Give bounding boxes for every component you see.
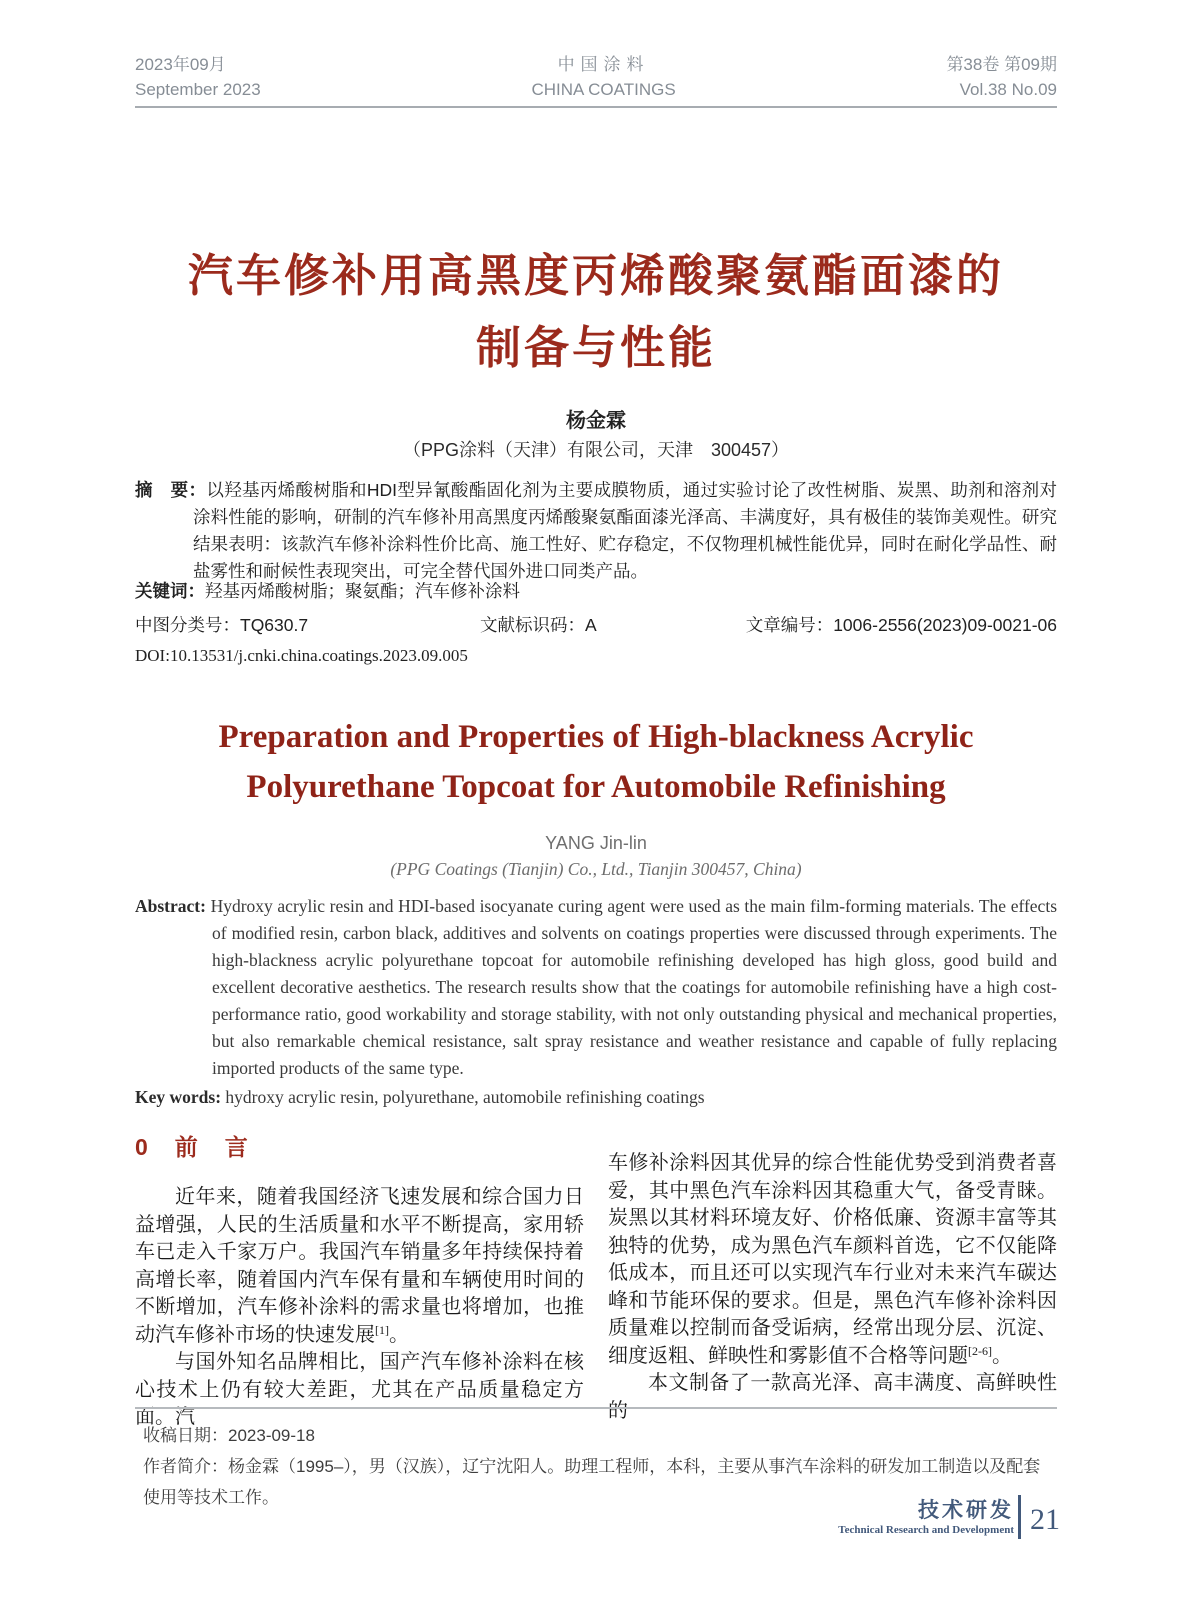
paragraph-text: 近年来，随着我国经济飞速发展和综合国力日益增强，人民的生活质量和水平不断提高，家用轿车已走入千家万户。我国汽车销量多年持续保持着高增长率，随着国内汽车保有量和车辆使用时间的不断增加，汽车修补涂料的需求量也将增加，也推动汽车修补市场的快速发展	[135, 1186, 584, 1346]
footer-divider-bar	[1018, 1495, 1021, 1539]
doi: DOI:10.13531/j.cnki.china.coatings.2023.09.005	[135, 646, 468, 665]
footnote-rule	[135, 1407, 1057, 1409]
article-title-cn-line1: 汽车修补用高黑度丙烯酸聚氨酯面漆的	[187, 250, 1004, 301]
abstract-en	[135, 893, 1057, 1082]
header-date-en: September 2023	[135, 80, 261, 99]
paragraph: 本文制备了一款高光泽、高丰满度、高鲜映性的	[608, 1372, 1057, 1422]
abstract-cn	[135, 477, 1057, 585]
footer-section-cn: 技术研发	[918, 1498, 1014, 1522]
header-issue	[946, 52, 1057, 102]
paragraph-end: 。	[992, 1344, 1012, 1367]
affiliation-cn: （PPG涂料（天津）有限公司，天津 300457）	[402, 440, 790, 460]
page-footer	[838, 1492, 1060, 1542]
meta-row	[135, 612, 1057, 636]
keywords-en-text: hydroxy acrylic resin, polyurethane, automobile refinishing coatings	[225, 1087, 705, 1107]
keywords-en	[135, 1087, 1057, 1108]
header-rule	[135, 106, 1057, 108]
author-cn: 杨金霖	[566, 410, 626, 432]
body-column-right	[608, 1132, 1057, 1432]
header-journal	[531, 52, 675, 102]
article-title-en	[135, 712, 1057, 812]
page-header	[135, 52, 1057, 102]
citation-ref-2-6: [2-6]	[968, 1343, 992, 1358]
keywords-cn-label: 关键词：	[135, 581, 205, 601]
footer-section	[838, 1499, 1014, 1536]
document-code: 文献标识码：A	[480, 615, 597, 635]
abstract-en-text: Hydroxy acrylic resin and HDI-based isocyanate curing agent were used as the main film-forming materials. The effects of modified resin, carbon black, additives and solvents on coatings properties were discussed through experiments. The high-blackness acrylic polyurethane topcoat for automobile refinishing developed has high gloss, good build and excellent decorative aesthetics. The research results show that the coatings for automobile refinishing have a high cost-performance ratio, good workability and storage stability, with not only outstanding physical and mechanical properties, but also remarkable chemical resistance, salt spray resistance and weather resistance and capable of fully replacing imported products of the same type.	[210, 896, 1058, 1078]
header-date-cn: 2023年09月	[135, 55, 226, 74]
paragraph	[608, 1150, 1057, 1370]
footnote-received-date: 收稿日期：2023-09-18	[143, 1426, 315, 1445]
paragraph	[135, 1184, 584, 1349]
author-en: YANG Jin-lin	[545, 833, 647, 853]
keywords-cn-text: 羟基丙烯酸树脂；聚氨酯；汽车修补涂料	[205, 581, 520, 601]
paragraph-text: 车修补涂料因其优异的综合性能优势受到消费者喜爱，其中黑色汽车涂料因其稳重大气，备受青睐。炭黑以其材料环境友好、价格低廉、资源丰富等其独特的优势，成为黑色汽车颜料首选，它不仅能降低成本，而且还可以实现汽车行业对未来汽车碳达峰和节能环保的要求。但是，黑色汽车修补涂料因质量难以控制而备受诟病，经常出现分层、沉淀、细度返粗、鲜映性和雾影值不合格等问题	[608, 1152, 1057, 1367]
article-body	[135, 1132, 1057, 1432]
article-number: 文章编号：1006-2556(2023)09-0021-06	[745, 615, 1057, 635]
header-journal-en: CHINA COATINGS	[531, 80, 676, 99]
body-column-left	[135, 1132, 584, 1432]
abstract-en-label: Abstract:	[135, 896, 206, 916]
article-title-en-line1: Preparation and Properties of High-blackness Acrylic	[218, 719, 974, 755]
affiliation-en: (PPG Coatings (Tianjin) Co., Ltd., Tianjin 300457, China)	[390, 859, 802, 879]
article-title-cn-line2: 制备与性能	[475, 322, 716, 373]
paragraph: 与国外知名品牌相比，国产汽车修补涂料在核心技术上仍有较大差距，尤其在产品质量稳定方面。汽	[135, 1351, 584, 1428]
keywords-cn	[135, 578, 1057, 603]
clc-number: 中图分类号：TQ630.7	[135, 615, 309, 635]
header-journal-cn: 中国涂料	[557, 55, 650, 74]
keywords-en-label: Key words:	[135, 1087, 222, 1107]
page-number: 21	[1030, 1503, 1060, 1536]
abstract-cn-text: 以羟基丙烯酸树脂和HDI型异氰酸酯固化剂为主要成膜物质，通过实验讨论了改性树脂、炭黑、助剂和溶剂对涂料性能的影响，研制的汽车修补用高黑度丙烯酸聚氨酯面漆光泽高、丰满度好，具有极佳的装饰美观性。研究结果表明：该款汽车修补涂料性价比高、施工性好、贮存稳定，不仅物理机械性能优异，同时在耐化学品性、耐盐雾性和耐候性表现突出，可完全替代国外进口同类产品。	[193, 480, 1058, 581]
paragraph-end: 。	[389, 1323, 409, 1346]
abstract-cn-label: 摘 要：	[135, 480, 207, 500]
header-date	[135, 52, 261, 102]
header-issue-cn: 第38卷 第09期	[946, 55, 1057, 74]
header-issue-en: Vol.38 No.09	[959, 80, 1057, 99]
article-title-cn	[135, 240, 1057, 384]
article-title-en-line2: Polyurethane Topcoat for Automobile Refinishing	[246, 769, 946, 805]
footnote-author-bio: 作者简介：杨金霖（1995–），男（汉族），辽宁沈阳人。助理工程师，本科，主要从事汽车涂料的研发加工制造以及配套使用等技术工作。	[143, 1457, 1041, 1507]
section-heading-intro: 0 前 言	[135, 1134, 250, 1160]
citation-ref-1: [1]	[375, 1322, 389, 1337]
footer-section-en: Technical Research and Development	[838, 1523, 1014, 1536]
